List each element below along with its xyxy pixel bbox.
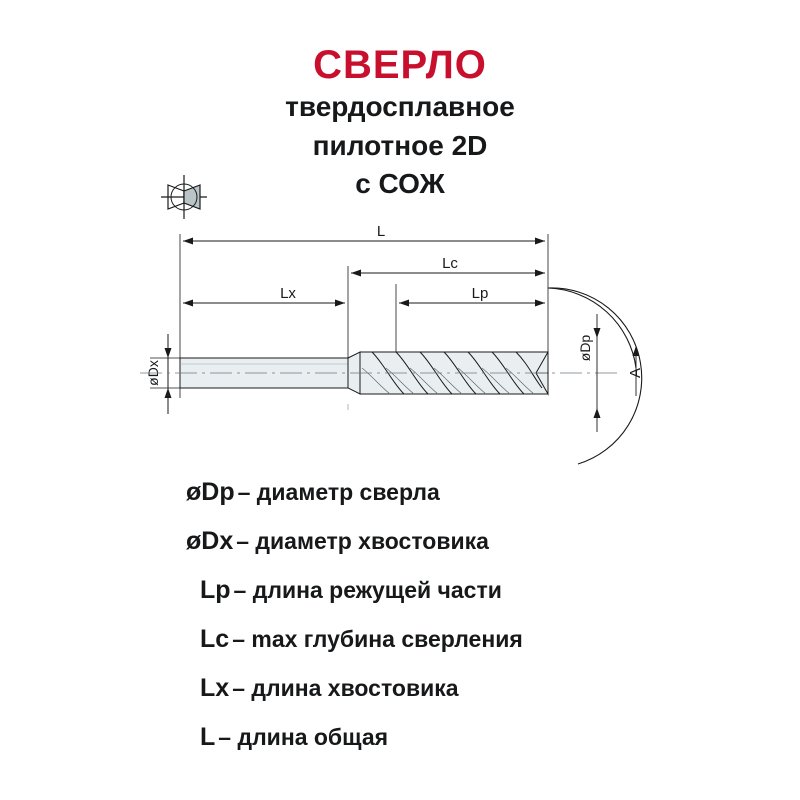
page-subtitle-line-3: с СОЖ [355, 168, 445, 200]
legend-text-dx: – диаметр хвостовика [236, 528, 489, 554]
dimension-label-Dx: øDx [145, 360, 161, 386]
legend-text-l: – длина общая [218, 724, 389, 750]
legend-symbol-dx: øDx [186, 527, 234, 555]
legend-text-lc: – max глубина сверления [232, 626, 523, 652]
dimension-label-A: A [627, 367, 644, 379]
legend-text-dp: – диаметр сверла [237, 479, 440, 505]
legend-item-dp [186, 468, 746, 517]
legend-item-dx [186, 517, 746, 566]
legend-item-l [186, 713, 746, 762]
legend-item-lp [186, 566, 746, 615]
legend-list [186, 468, 746, 762]
dimension-label-Lp: Lp [471, 285, 489, 302]
page-subtitle-line-2: пилотное 2D [312, 129, 488, 161]
legend-symbol-lp: Lp [200, 576, 231, 604]
legend-symbol-dp: øDp [186, 478, 235, 506]
legend-item-lc [186, 615, 746, 664]
title-block [0, 44, 800, 202]
legend-symbol-l: L [200, 723, 216, 751]
page-subtitle-line-1: твердосплавное [285, 91, 515, 122]
legend-item-lx [186, 664, 746, 713]
drill-technical-drawing [0, 218, 800, 478]
legend-symbol-lc: Lc [200, 625, 230, 653]
dimension-label-L: L [376, 223, 386, 240]
dimension-label-Lx: Lx [280, 285, 296, 302]
legend-text-lx: – длина хвостовика [232, 675, 459, 701]
dimension-label-Lc: Lc [442, 255, 458, 272]
page-title: СВЕРЛО [313, 43, 487, 87]
legend-symbol-lx: Lx [200, 674, 230, 702]
dimension-label-Dp: øDp [577, 334, 593, 362]
first-angle-projection-symbol [158, 172, 210, 222]
legend-text-lp: – длина режущей части [233, 577, 502, 603]
